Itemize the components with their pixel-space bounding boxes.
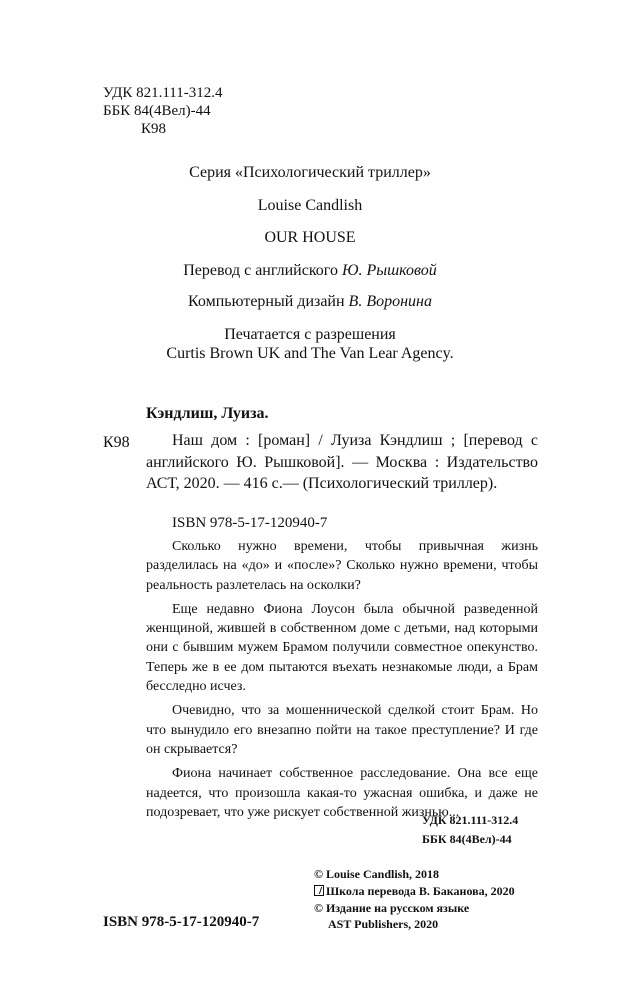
bbk-code: ББК 84(4Вел)-44 [103, 103, 211, 119]
bibliographic-author-mark: К98 [103, 434, 130, 451]
copyright-translation-text: Школа перевода В. Баканова, 2020 [326, 884, 515, 898]
original-title: OUR HOUSE [264, 229, 356, 246]
bibliographic-description [146, 430, 538, 495]
annotation [146, 537, 538, 827]
annotation-paragraph: Фиона начинает собственное расследование. Она все еще надеется, что произошла какая-то ужасная ошибка, и даже не подозревает, что уже рискует собственной жизнью... [146, 766, 538, 820]
designer-name: В. Воронина [348, 293, 432, 310]
series-line: Серия «Психологический триллер» [189, 164, 431, 181]
bibliographic-isbn: ISBN 978-5-17-120940-7 [172, 515, 328, 531]
translation-prefix: Перевод с английского [183, 262, 338, 279]
copyright-original: © Louise Candlish, 2018 [314, 867, 439, 881]
bbk-code-bottom: ББК 84(4Вел)-44 [422, 832, 512, 846]
udk-code: УДК 821.111-312.4 [103, 85, 223, 101]
translator-name: Ю. Рышковой [341, 262, 437, 279]
copyright-publisher: AST Publishers, 2020 [328, 917, 439, 931]
design-line [0, 293, 620, 311]
translation-line [0, 262, 620, 280]
annotation-paragraph: Очевидно, что за мошеннической сделкой стоит Брам. Но что вынудило его внезапно пойти на такое преступление? И где он скрывается? [146, 703, 538, 757]
translation-school-mark-icon [314, 885, 324, 896]
bibliographic-heading: Кэндлиш, Луиза. [146, 405, 269, 422]
annotation-paragraph: Сколько нужно времени, чтобы привычная жизнь разделилась на «до» и «после»? Сколько нужно времени, чтобы реальность разлетелась на осколки? [146, 539, 538, 593]
original-author: Louise Candlish [257, 197, 363, 214]
isbn-bottom: ISBN 978-5-17-120940-7 [103, 914, 260, 930]
permission-line-1: Печатается с разрешения [224, 326, 396, 343]
author-mark: К98 [141, 121, 167, 137]
udk-code-bottom: УДК 821.111-312.4 [422, 813, 519, 827]
copyright-translation [314, 883, 515, 899]
bibliographic-description-text: Наш дом : [роман] / Луиза Кэндлиш ; [перевод с английского Ю. Рышковой]. — Москва : Издательство АСТ, 2020. — 416 с.— (Психологический триллер). [146, 432, 538, 492]
annotation-paragraph: Еще недавно Фиона Лоусон была обычной разведенной женщиной, жившей в собственном доме с детьми, над которыми они с бывшим мужем Брамом получили совместное опекунство. Теперь же в ее дом пытаются въехать незнакомые люди, а Брам бесследно исчез. [146, 601, 538, 695]
permission-line-2: Curtis Brown UK and The Van Lear Agency. [166, 345, 454, 362]
design-prefix: Компьютерный дизайн [188, 293, 345, 310]
copyright-edition: © Издание на русском языке [314, 901, 470, 915]
